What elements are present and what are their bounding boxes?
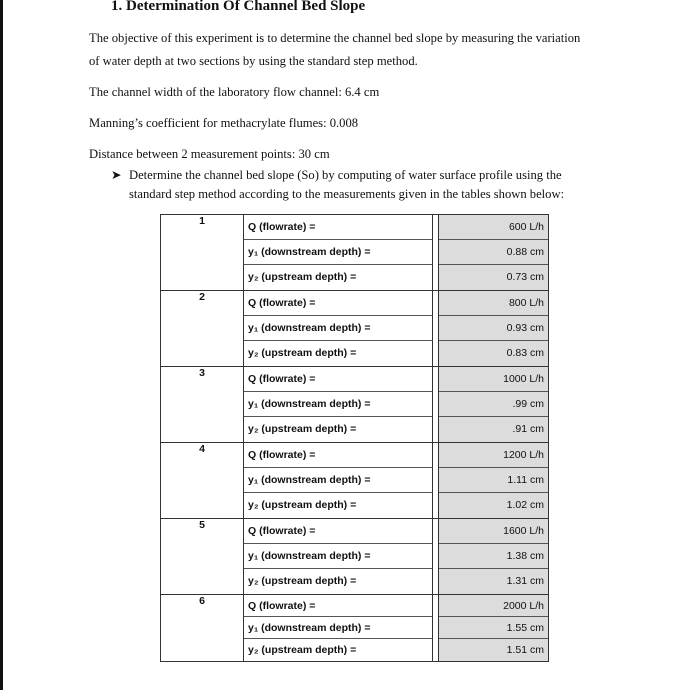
flowrate-label: Q (flowrate) = [244, 215, 432, 240]
bullet-line-1: Determine the channel bed slope (So) by computing of water surface profile using the [129, 168, 562, 182]
manning-coefficient-text: Manning’s coefficient for methacrylate flumes: 0.008 [89, 116, 359, 130]
label-cell [244, 367, 433, 443]
trial-number: 3 [161, 367, 244, 443]
flowrate-value: 1000 L/h [439, 367, 548, 392]
channel-width-text: The channel width of the laboratory flow channel: 6.4 cm [89, 85, 380, 99]
bullet-line-2: standard step method according to the measurements given in the tables shown below: [129, 187, 565, 201]
upstream-depth-value: 1.31 cm [439, 569, 548, 594]
flowrate-label: Q (flowrate) = [244, 519, 432, 544]
upstream-depth-label: y₂ (upstream depth) = [248, 644, 357, 656]
downstream-depth-label: y₁ (downstream depth) = [244, 392, 432, 417]
distance-text: Distance between 2 measurement points: 30 cm [89, 147, 330, 161]
downstream-depth-label: y₁ (downstream depth) = [244, 544, 432, 569]
objective-line-1: The objective of this experiment is to determine the channel bed slope by measuring the variation [89, 31, 581, 45]
table-row [161, 519, 549, 595]
arrow-bullet-icon: ➤ [111, 168, 122, 182]
table-row [161, 595, 549, 662]
value-cell [439, 215, 549, 291]
value-cell [439, 443, 549, 519]
upstream-depth-value: 0.73 cm [439, 265, 548, 290]
flowrate-value: 2000 L/h [439, 595, 548, 617]
downstream-depth-value: 0.88 cm [439, 240, 548, 265]
trial-number: 2 [161, 291, 244, 367]
value-cell [439, 595, 549, 662]
upstream-depth-value: 1.51 cm [439, 639, 548, 661]
trial-number: 6 [161, 595, 244, 662]
upstream-depth-value: 1.02 cm [439, 493, 548, 518]
label-cell [244, 443, 433, 519]
measurement-table [160, 214, 549, 662]
upstream-depth-value: 0.83 cm [439, 341, 548, 366]
value-cell [439, 519, 549, 595]
downstream-depth-value: 0.93 cm [439, 316, 548, 341]
objective-line-2: of water depth at two sections by using the standard step method. [89, 54, 418, 68]
section-heading: 1. Determination Of Channel Bed Slope [111, 0, 366, 14]
downstream-depth-label: y₁ (downstream depth) = [244, 617, 432, 639]
downstream-depth-label: y₁ (downstream depth) = [244, 316, 432, 341]
downstream-depth-value: .99 cm [439, 392, 548, 417]
upstream-depth-label: y₂ (upstream depth) = [248, 347, 357, 359]
trial-number: 1 [161, 215, 244, 291]
flowrate-value: 600 L/h [439, 215, 548, 240]
table-row [161, 367, 549, 443]
flowrate-label: Q (flowrate) = [244, 595, 432, 617]
flowrate-value: 800 L/h [439, 291, 548, 316]
upstream-depth-label: y₂ (upstream depth) = [248, 271, 357, 283]
downstream-depth-value: 1.11 cm [439, 468, 548, 493]
upstream-depth-label: y₂ (upstream depth) = [248, 423, 357, 435]
downstream-depth-value: 1.55 cm [439, 617, 548, 639]
flowrate-value: 1600 L/h [439, 519, 548, 544]
value-cell [439, 367, 549, 443]
label-cell [244, 291, 433, 367]
flowrate-label: Q (flowrate) = [244, 443, 432, 468]
table-row [161, 443, 549, 519]
label-cell [244, 595, 433, 662]
upstream-depth-label: y₂ (upstream depth) = [248, 499, 357, 511]
trial-number: 5 [161, 519, 244, 595]
label-cell [244, 215, 433, 291]
table-row [161, 291, 549, 367]
trial-number: 4 [161, 443, 244, 519]
downstream-depth-label: y₁ (downstream depth) = [244, 468, 432, 493]
label-cell [244, 519, 433, 595]
flowrate-label: Q (flowrate) = [244, 291, 432, 316]
table-row [161, 215, 549, 291]
value-cell [439, 291, 549, 367]
upstream-depth-value: .91 cm [439, 417, 548, 442]
flowrate-label: Q (flowrate) = [244, 367, 432, 392]
downstream-depth-label: y₁ (downstream depth) = [244, 240, 432, 265]
upstream-depth-label: y₂ (upstream depth) = [248, 575, 357, 587]
flowrate-value: 1200 L/h [439, 443, 548, 468]
downstream-depth-value: 1.38 cm [439, 544, 548, 569]
